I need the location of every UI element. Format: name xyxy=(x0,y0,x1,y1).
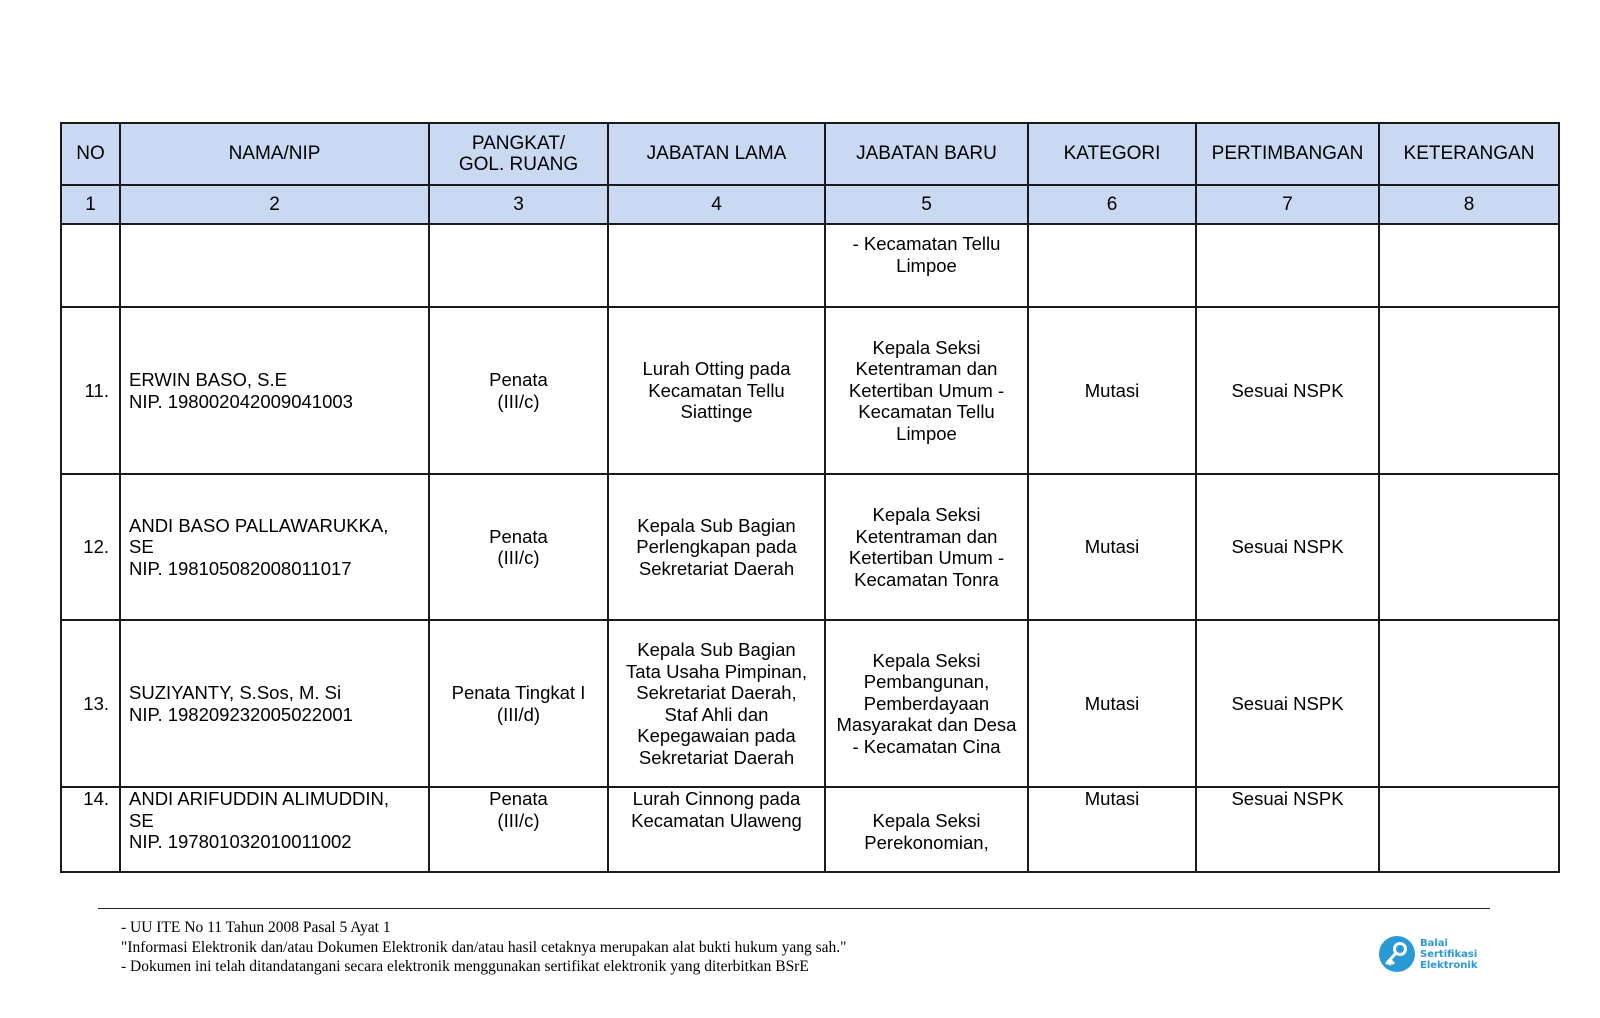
bsre-logo xyxy=(1378,935,1477,973)
cell-kategori: Mutasi xyxy=(1028,307,1196,474)
cell-kategori: Mutasi xyxy=(1028,787,1196,872)
cell-jabatan-lama: Lurah Cinnong pada Kecamatan Ulaweng xyxy=(608,787,825,872)
table-row xyxy=(61,474,1559,620)
cell-nama-nip: SUZIYANTY, S.Sos, M. Si NIP. 198209232005022001 xyxy=(120,620,429,787)
column-number: 4 xyxy=(608,185,825,224)
cell-keterangan xyxy=(1379,620,1559,787)
footer-line: "Informasi Elektronik dan/atau Dokumen Elektronik dan/atau hasil cetaknya merupakan alat bukti hukum yang sah." xyxy=(121,938,847,956)
cell-empty xyxy=(429,224,608,307)
header-pertimbangan: PERTIMBANGAN xyxy=(1196,123,1379,185)
cell-jabatan-baru: Kepala Seksi Ketentraman dan Ketertiban Umum - Kecamatan Tellu Limpoe xyxy=(825,307,1028,474)
mutation-table xyxy=(60,122,1560,873)
column-number: 7 xyxy=(1196,185,1379,224)
cell-nama-nip: ERWIN BASO, S.E NIP. 198002042009041003 xyxy=(120,307,429,474)
header-kategori: KATEGORI xyxy=(1028,123,1196,185)
cell-empty xyxy=(120,224,429,307)
table-row xyxy=(61,307,1559,474)
cell-jabatan-lama: Kepala Sub Bagian Perlengkapan pada Sekretariat Daerah xyxy=(608,474,825,620)
cell-no: 12. xyxy=(61,474,120,620)
logo-text-line: Sertifikasi xyxy=(1420,948,1478,960)
footer-divider xyxy=(98,908,1490,909)
bsre-logo-text xyxy=(1420,938,1477,971)
cell-nama-nip: ANDI ARIFUDDIN ALIMUDDIN, SE NIP. 197801032010011002 xyxy=(120,787,429,872)
header-nama-nip: NAMA/NIP xyxy=(120,123,429,185)
cell-jabatan-baru: - Kecamatan Tellu Limpoe xyxy=(825,224,1028,307)
column-number: 2 xyxy=(120,185,429,224)
cell-jabatan-lama: Kepala Sub Bagian Tata Usaha Pimpinan, Sekretariat Daerah, Staf Ahli dan Kepegawaian pada Sekretariat Daerah xyxy=(608,620,825,787)
cell-keterangan xyxy=(1379,474,1559,620)
cell-jabatan-lama: Lurah Otting pada Kecamatan Tellu Siattinge xyxy=(608,307,825,474)
column-number: 6 xyxy=(1028,185,1196,224)
column-number: 5 xyxy=(825,185,1028,224)
cell-pangkat: Penata (III/c) xyxy=(429,474,608,620)
logo-text-line: Balai xyxy=(1420,937,1448,949)
column-number: 1 xyxy=(61,185,120,224)
cell-empty xyxy=(1196,224,1379,307)
cell-pertimbangan: Sesuai NSPK xyxy=(1196,307,1379,474)
header-keterangan: KETERANGAN xyxy=(1379,123,1559,185)
cell-keterangan xyxy=(1379,307,1559,474)
cell-no: 11. xyxy=(61,307,120,474)
cell-empty xyxy=(61,224,120,307)
cell-kategori: Mutasi xyxy=(1028,474,1196,620)
header-jabatan-lama: JABATAN LAMA xyxy=(608,123,825,185)
cell-pangkat: Penata (III/c) xyxy=(429,787,608,872)
cell-nama-nip: ANDI BASO PALLAWARUKKA, SE NIP. 198105082008011017 xyxy=(120,474,429,620)
footer-disclaimer xyxy=(121,918,846,977)
cell-pangkat: Penata (III/c) xyxy=(429,307,608,474)
table-row xyxy=(61,620,1559,787)
bsre-logo-icon xyxy=(1378,935,1416,973)
cell-keterangan xyxy=(1379,787,1559,872)
continuation-row xyxy=(61,224,1559,307)
cell-empty xyxy=(1028,224,1196,307)
cell-jabatan-baru: Kepala Seksi Ketentraman dan Ketertiban Umum - Kecamatan Tonra xyxy=(825,474,1028,620)
header-no: NO xyxy=(61,123,120,185)
cell-no: 13. xyxy=(61,620,120,787)
cell-no: 14. xyxy=(61,787,120,872)
header-jabatan-baru: JABATAN BARU xyxy=(825,123,1028,185)
cell-pertimbangan: Sesuai NSPK xyxy=(1196,787,1379,872)
cell-jabatan-baru: Kepala Seksi Pembangunan, Pemberdayaan Masyarakat dan Desa - Kecamatan Cina xyxy=(825,620,1028,787)
cell-pertimbangan: Sesuai NSPK xyxy=(1196,620,1379,787)
header-pangkat-text: PANGKAT/ GOL. RUANG xyxy=(458,132,579,175)
footer-line: - UU ITE No 11 Tahun 2008 Pasal 5 Ayat 1 xyxy=(121,919,391,936)
header-pangkat xyxy=(429,123,608,185)
cell-kategori: Mutasi xyxy=(1028,620,1196,787)
footer-line: - Dokumen ini telah ditandatangani secara elektronik menggunakan sertifikat elektronik yang diterbitkan BSrE xyxy=(121,958,809,975)
cell-empty xyxy=(608,224,825,307)
cell-pertimbangan: Sesuai NSPK xyxy=(1196,474,1379,620)
cell-pangkat: Penata Tingkat I (III/d) xyxy=(429,620,608,787)
column-number: 8 xyxy=(1379,185,1559,224)
cell-empty xyxy=(1379,224,1559,307)
header-row xyxy=(61,123,1559,185)
logo-text-line: Elektronik xyxy=(1420,959,1478,971)
cell-jabatan-baru: Kepala Seksi Perekonomian, xyxy=(825,787,1028,872)
table-row xyxy=(61,787,1559,872)
column-number-row xyxy=(61,185,1559,224)
column-number: 3 xyxy=(429,185,608,224)
